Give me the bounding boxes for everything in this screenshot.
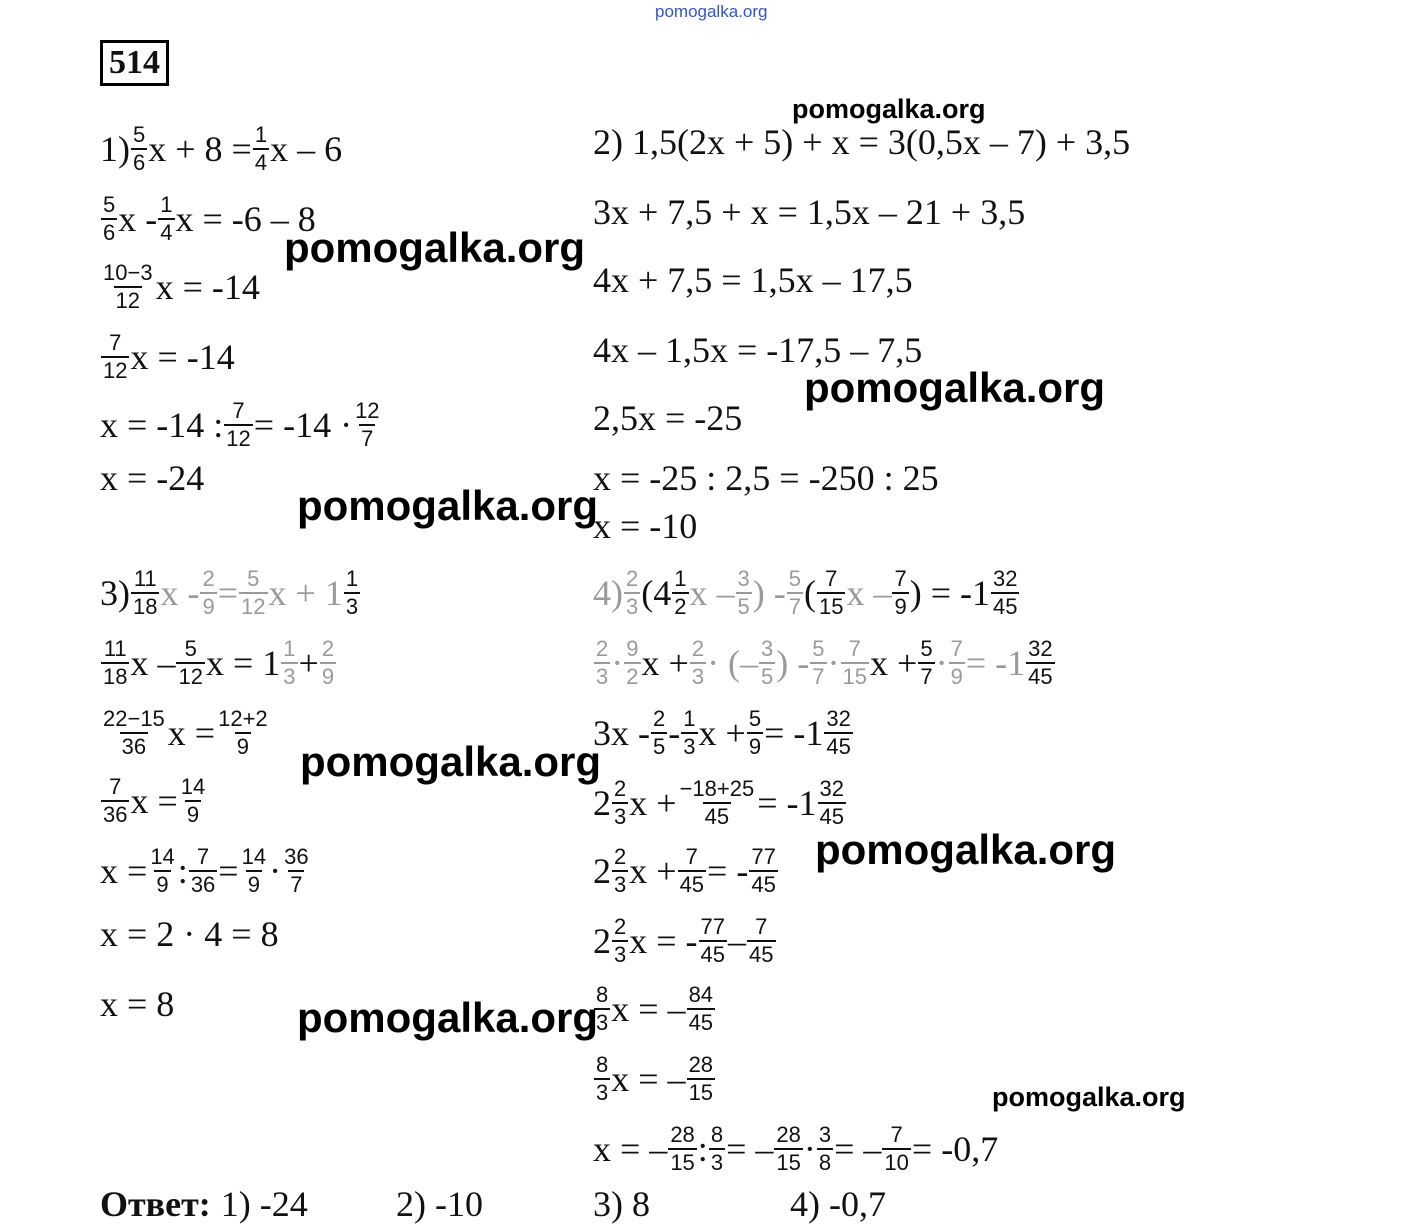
fraction: 1 3 [283,636,296,689]
p1-line-1: 1) 5 6 x + 8 = $\frac{1}{4}$ x – 6 [100,122,343,175]
fraction: 11 18 [103,636,128,689]
fraction: $\frac{14}{9}$ [180,774,206,827]
faded-segment: 1 3 + $\frac{2}{9}$ [283,636,335,689]
p2-line-5: 2,5x = -25 [593,398,743,438]
fraction: 1 3 [345,566,359,619]
fraction: 2 3 [614,776,627,829]
p1-line-6: x = -24 [100,458,205,498]
answer-4: 4) -0,7 [790,1184,886,1224]
fraction: 1 3 [683,706,696,759]
fraction: $\frac{7}{36}$ [190,844,216,897]
fraction: 22−15 36 [103,706,165,759]
p1-line-2: 5 6 x - 1 4 x = -6 – 8 [103,192,316,245]
fraction: $\frac{7}{10}$ [884,1122,909,1175]
p4-line-9: x = – 28 15 : $\frac{8}{3}$ = – 28 15 · $\frac{3}{8}$ = – $\frac{7}{10}$ = -0,7 [593,1122,999,1175]
watermark: pomogalka.org [792,94,986,124]
faded-segment: x – 3 5 ) - 5 7 [689,566,801,619]
fraction: $\frac{7}{45}$ [679,844,705,897]
fraction: 1 2 [674,566,687,619]
p4-line-7: 8 3 x = – 84 45 [596,982,714,1035]
fraction: $\frac{14}{9}$ [150,844,175,897]
fraction: $\frac{-18+25}{45}$ [679,776,755,829]
fraction: $\frac{1}{4}$ [254,122,268,175]
p2-line-1: 2) 1,5(2x + 5) + x = 3(0,5x – 7) + 3,5 [593,122,1131,162]
fraction: 77 45 [700,914,726,967]
fraction: 7 12 [103,330,128,383]
fraction: 7 36 [103,774,128,827]
p3-line-5: x = $\frac{14}{9}$ : $\frac{7}{36}$ = $\frac{14}{9}$ · 36 7 [100,844,309,897]
p4-line-4: 2 2 3 x + $\frac{-18+25}{45}$ = -1 32 45 [593,776,844,829]
fraction: $\frac{2}{9}$ [202,566,215,619]
fraction: 2 5 [653,706,666,759]
p2-line-6: x = -25 : 2,5 = -250 : 25 [593,458,939,498]
fraction: $\frac{5}{12}$ [241,566,266,619]
fraction: 8 3 [596,1052,609,1105]
watermark: pomogalka.org [297,482,599,529]
fraction: 2 3 [614,844,627,897]
fraction: 10−3 12 [103,260,153,313]
fraction: $\frac{7}{12}$ [226,398,251,451]
fraction: 7 15 [818,566,844,619]
fraction: 28 15 [670,1122,695,1175]
fraction: 5 12 [178,636,203,689]
fraction: $\frac{5}{9}$ [748,706,762,759]
answer-3: 3) 8 [593,1184,650,1224]
fraction: 5 6 [133,122,146,175]
problem-number-box: 514 [100,40,169,86]
p3-line-1: 3) 11 18 x - $\frac{2}{9}$ = $\frac{5}{12}$ x + 1 1 3 [100,566,359,619]
p3-line-7: x = 8 [100,984,175,1024]
p1-line-5: x = -14 : $\frac{7}{12}$ = -14 · 12 7 [100,398,380,451]
fraction: 7 9 [894,566,907,619]
p3-line-3: 22−15 36 x = $\frac{12+2}{9}$ [103,706,268,759]
p2-line-7: x = -10 [593,506,698,546]
fraction: $\frac{2}{9}$ [321,636,335,689]
p4-line-8: 8 3 x = – 28 15 [596,1052,714,1105]
fraction: $\frac{14}{9}$ [241,844,267,897]
answer-1: 1) -24 [220,1184,308,1224]
watermark: pomogalka.org [297,994,599,1041]
watermark: pomogalka.org [815,826,1117,873]
p2-line-3: 4x + 7,5 = 1,5x – 17,5 [593,260,913,300]
fraction: 7 45 [749,914,774,967]
watermark: pomogalka.org [992,1082,1186,1112]
site-watermark-top: pomogalka.org [655,2,768,21]
p4-line-5: 2 2 3 x + $\frac{7}{45}$ = - 77 45 [593,844,776,897]
fraction: $\frac{8}{3}$ [710,1122,724,1175]
p1-line-4: 7 12 x = -14 [103,330,235,383]
p4-line-6: 2 2 3 x = - 77 45 – 7 45 [593,914,774,967]
fraction: $\frac{3}{8}$ [818,1122,832,1175]
fraction: 1 4 [160,192,173,245]
fraction: 2 3 [614,914,627,967]
fraction: 28 15 [688,1052,714,1105]
fraction: 36 7 [284,844,309,897]
p3-line-2: 11 18 x – 5 12 x = 1 1 3 + $\frac{2}{9}$ [100,636,337,690]
fraction: 84 45 [688,982,714,1035]
p2-line-4: 4x – 1,5x = -17,5 – 7,5 [593,330,923,370]
fraction: 32 45 [993,566,1018,619]
fraction: 12 7 [355,398,380,451]
answer-2: 2) -10 [396,1184,483,1224]
p4-line-2: 2 3 · 9 2 x + $\frac{2}{3}$ · (– 3 5 ) - 5 7 · 7 15 x + $\frac{5}{7}$ · $\frac{7}{9}$ = -1 32 45 [596,636,1053,689]
watermark: pomogalka.org [284,224,586,271]
fraction: 77 45 [751,844,776,897]
fraction: 32 45 [826,706,851,759]
answer-line [100,1184,308,1224]
answer-label: Ответ: [100,1184,211,1224]
p1-line-3: 10−3 12 x = -14 [103,260,260,313]
p3-line-6: x = 2 · 4 = 8 [100,914,279,954]
fraction: $\frac{12+2}{9}$ [218,706,268,759]
fraction: 32 45 [819,776,844,829]
p2-line-2: 3x + 7,5 + x = 1,5x – 21 + 3,5 [593,192,1026,232]
p3-line-4: 7 36 x = $\frac{14}{9}$ [103,774,206,827]
faded-segment: 4) 2 3 [593,566,639,619]
watermark: pomogalka.org [300,738,602,785]
fraction: 8 3 [596,982,609,1035]
fraction: 28 15 [776,1122,801,1175]
watermark: pomogalka.org [804,364,1106,411]
fraction: 5 6 [103,192,116,245]
p4-line-3: 3x - 2 5 - 1 3 x + $\frac{5}{9}$ = -1 32 45 [593,706,851,759]
p1-prefix: 1) [100,129,130,169]
faded-segment: x - $\frac{2}{9}$ = $\frac{5}{12}$ x + 1 [160,566,343,619]
fraction: 11 18 [133,566,158,619]
p4-line-1: 4) 2 3 (4 1 2 x – 3 5 ) - 5 7 ( 7 15 x – 7 9 ) = -1 32 45 [593,566,1018,619]
